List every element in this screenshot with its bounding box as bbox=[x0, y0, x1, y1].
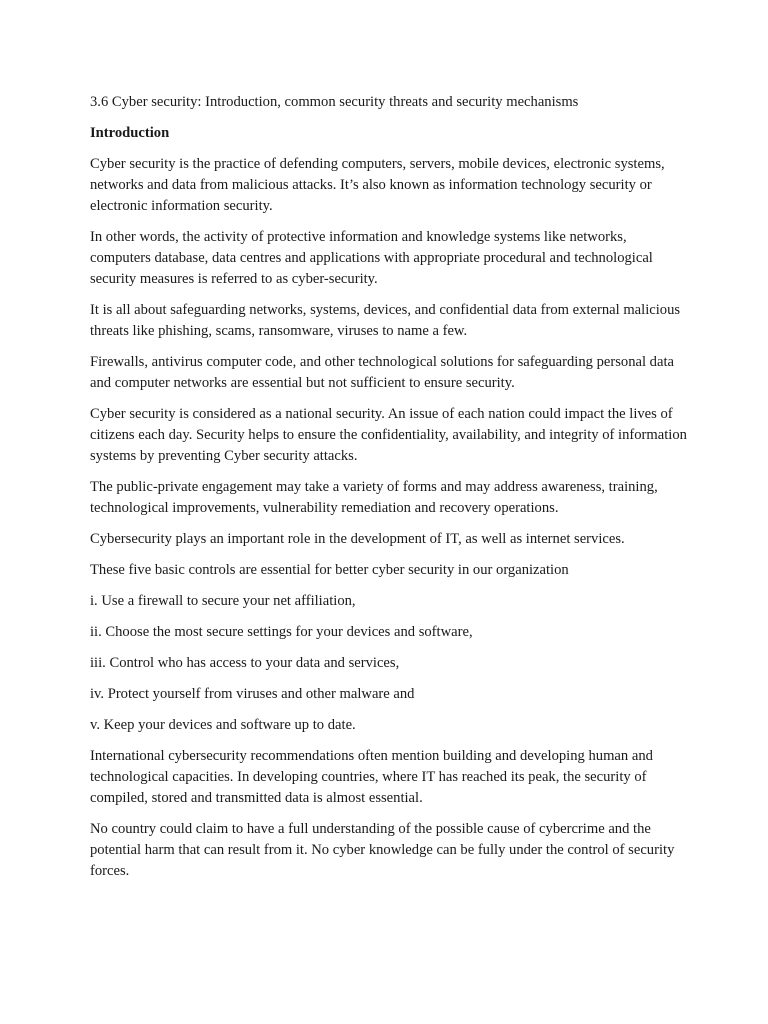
paragraph-other-words: In other words, the activity of protective information and knowledge systems like networks, computers database, data centres and applications with appropriate procedural and technological security measures is referred to as cyber-security. bbox=[90, 229, 653, 287]
paragraph-public-private: The public-private engagement may take a variety of forms and may address awareness, training, technological improvements, vulnerability remediation and recovery operations. bbox=[90, 479, 658, 516]
list-item-control-1: i. Use a firewall to secure your net affiliation, bbox=[90, 593, 356, 609]
document-page bbox=[90, 92, 690, 892]
paragraph-role-of-it: Cybersecurity plays an important role in the development of IT, as well as internet services. bbox=[90, 531, 625, 547]
paragraph-definition: Cyber security is the practice of defending computers, servers, mobile devices, electronic systems, networks and data from malicious attacks. It’s also known as information technology security or electronic information security. bbox=[90, 156, 665, 214]
paragraph-safeguarding: It is all about safeguarding networks, systems, devices, and confidential data from external malicious threats like phishing, scams, ransomware, viruses to name a few. bbox=[90, 302, 681, 339]
paragraph-international: International cybersecurity recommendations often mention building and developing human and technological capacities. In developing countries, where IT has reached its peak, the security of compiled, stored and transmitted data is almost essential. bbox=[90, 748, 653, 806]
list-item-control-2: ii. Choose the most secure settings for your devices and software, bbox=[90, 624, 473, 640]
list-item-control-5: v. Keep your devices and software up to date. bbox=[90, 717, 356, 733]
list-item-control-4: iv. Protect yourself from viruses and other malware and bbox=[90, 686, 415, 702]
paragraph-firewalls: Firewalls, antivirus computer code, and other technological solutions for safeguarding personal data and computer networks are essential but not sufficient to ensure security. bbox=[90, 354, 674, 391]
paragraph-national-security: Cyber security is considered as a national security. An issue of each nation could impact the lives of citizens each day. Security helps to ensure the confidentiality, availability, and integrity of information systems by preventing Cyber security attacks. bbox=[90, 406, 687, 464]
introduction-heading: Introduction bbox=[90, 125, 170, 141]
paragraph-five-controls-intro: These five basic controls are essential for better cyber security in our organization bbox=[90, 562, 569, 578]
section-title: 3.6 Cyber security: Introduction, common security threats and security mechanisms bbox=[90, 94, 579, 110]
list-item-control-3: iii. Control who has access to your data and services, bbox=[90, 655, 400, 671]
paragraph-no-country: No country could claim to have a full understanding of the possible cause of cybercrime and the potential harm that can result from it. No cyber knowledge can be fully under the control of security forces. bbox=[90, 821, 675, 879]
